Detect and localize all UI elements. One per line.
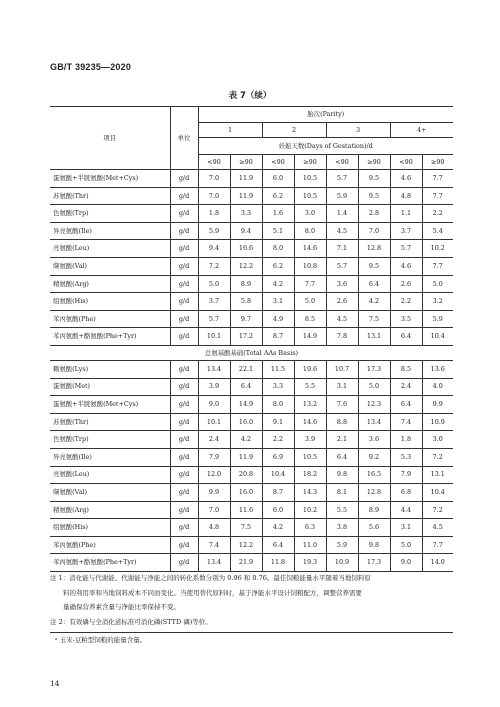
row-unit: g/d [170,413,198,431]
table-row [50,413,453,431]
value-cell: 9.2 [358,448,390,466]
row-item-label: 赖氨酸(Lys) [50,360,170,378]
table-row [50,448,453,466]
value-cell: 6.4 [230,378,262,396]
value-cell: 1.6 [262,205,294,223]
value-cell: 16.0 [230,413,262,431]
value-cell: 2.2 [422,205,453,223]
value-cell: 6.4 [358,275,390,293]
value-cell: 13.4 [358,413,390,431]
value-cell: 7.7 [422,536,453,554]
value-cell: 16.5 [358,466,390,484]
table-row [50,554,453,572]
value-cell: 7.9 [198,448,230,466]
value-cell: 7.0 [358,222,390,240]
value-cell: 13.1 [422,466,453,484]
value-cell: 10.4 [422,484,453,502]
row-unit: g/d [170,501,198,519]
row-unit: g/d [170,222,198,240]
table-row [50,275,453,293]
value-cell: 11.8 [262,554,294,572]
value-cell: 9.5 [358,257,390,275]
value-cell: 7.7 [422,257,453,275]
value-cell: 10.1 [198,413,230,431]
note-2: 注 2：有效磷与全消化道标准可消化磷(STTD 磷)等价。 [50,617,212,626]
value-cell: 3.8 [326,519,358,537]
value-cell: 3.9 [198,378,230,396]
value-cell: 14.0 [422,554,453,572]
row-unit: g/d [170,431,198,449]
standard-code: GB/T 39235—2020 [50,62,132,72]
value-cell: 8.5 [294,310,326,328]
row-unit: g/d [170,187,198,205]
value-cell: 10.5 [294,187,326,205]
value-cell: 4.8 [198,519,230,537]
header-gestation-lt90: <90 [262,155,294,170]
value-cell: 6.0 [262,170,294,188]
value-cell: 12.8 [358,240,390,258]
value-cell: 9.4 [198,240,230,258]
value-cell: 5.7 [198,310,230,328]
value-cell: 3.3 [262,378,294,396]
value-cell: 3.1 [262,293,294,311]
value-cell: 3.1 [390,519,422,537]
value-cell: 7.4 [198,536,230,554]
value-cell: 10.1 [198,328,230,346]
value-cell: 6.3 [294,519,326,537]
value-cell: 9.8 [358,536,390,554]
value-cell: 6.0 [262,501,294,519]
value-cell: 7.2 [198,257,230,275]
table-row [50,466,453,484]
value-cell: 12.8 [358,484,390,502]
row-item-label: 亮氨酸(Leu) [50,466,170,484]
value-cell: 6.2 [262,187,294,205]
value-cell: 6.4 [326,448,358,466]
table-title: 表 7（续） [228,91,272,101]
value-cell: 7.2 [422,448,453,466]
row-item-label: 亮氨酸(Leu) [50,240,170,258]
value-cell: 7.0 [198,170,230,188]
table-row [50,170,453,188]
value-cell: 11.5 [262,360,294,378]
row-unit: g/d [170,536,198,554]
value-cell: 7.8 [326,328,358,346]
table-row [50,205,453,223]
value-cell: 7.4 [390,413,422,431]
row-unit: g/d [170,293,198,311]
table-row [50,257,453,275]
value-cell: 3.5 [390,310,422,328]
table-row [50,484,453,502]
value-cell: 4.6 [390,170,422,188]
row-unit: g/d [170,396,198,414]
value-cell: 22.1 [230,360,262,378]
row-item-label: 缬氨酸(Val) [50,257,170,275]
value-cell: 3.1 [326,378,358,396]
row-item-label: 组氨酸(His) [50,519,170,537]
value-cell: 1.4 [326,205,358,223]
value-cell: 3.7 [390,222,422,240]
table-row [50,328,453,346]
value-cell: 11.6 [230,501,262,519]
value-cell: 3.9 [294,431,326,449]
value-cell: 17.3 [358,554,390,572]
row-item-label: 组氨酸(His) [50,293,170,311]
value-cell: 9.9 [422,396,453,414]
header-parity: 胎次(Parity) [198,107,453,123]
value-cell: 7.5 [230,519,262,537]
value-cell: 8.8 [326,413,358,431]
nutrient-table [50,106,453,572]
value-cell: 9.1 [262,413,294,431]
value-cell: 5.9 [198,222,230,240]
value-cell: 4.8 [390,187,422,205]
table-row [50,431,453,449]
value-cell: 2.6 [326,293,358,311]
row-item-label: 苏氨酸(Thr) [50,187,170,205]
value-cell: 19.3 [294,554,326,572]
value-cell: 5.6 [358,519,390,537]
value-cell: 2.1 [326,431,358,449]
row-item-label: 精氨酸(Arg) [50,501,170,519]
value-cell: 16.0 [230,484,262,502]
value-cell: 4.4 [390,501,422,519]
table-row [50,222,453,240]
value-cell: 5.9 [326,187,358,205]
value-cell: 19.6 [294,360,326,378]
value-cell: 3.7 [198,293,230,311]
header-item: 项目 [50,107,170,170]
value-cell: 9.4 [230,222,262,240]
value-cell: 2.2 [262,431,294,449]
footnote-divider [50,632,453,633]
value-cell: 17.3 [358,360,390,378]
table-notes [50,571,453,629]
row-item-label: 苏氨酸(Thr) [50,413,170,431]
header-gestation-lt90: <90 [198,155,230,170]
value-cell: 9.5 [358,170,390,188]
value-cell: 12.2 [230,536,262,554]
value-cell: 5.7 [390,240,422,258]
value-cell: 9.7 [230,310,262,328]
table-row [50,536,453,554]
value-cell: 1.8 [198,205,230,223]
value-cell: 4.0 [422,378,453,396]
value-cell: 7.1 [326,240,358,258]
value-cell: 6.4 [390,396,422,414]
value-cell: 12.0 [198,466,230,484]
row-unit: g/d [170,275,198,293]
value-cell: 7.2 [422,501,453,519]
value-cell: 6.8 [390,484,422,502]
value-cell: 2.6 [390,275,422,293]
value-cell: 9.0 [198,396,230,414]
value-cell: 10.4 [422,328,453,346]
value-cell: 10.8 [294,257,326,275]
value-cell: 2.4 [198,431,230,449]
row-unit: g/d [170,554,198,572]
value-cell: 8.0 [294,222,326,240]
value-cell: 4.5 [326,222,358,240]
value-cell: 10.5 [294,170,326,188]
row-item-label: 蛋氨酸(Met) [50,378,170,396]
value-cell: 6.2 [262,257,294,275]
row-unit: g/d [170,205,198,223]
value-cell: 4.5 [422,519,453,537]
value-cell: 11.9 [230,448,262,466]
value-cell: 4.2 [262,519,294,537]
header-gestation: 妊娠天数(Days of Gestation)/d [198,138,453,155]
row-item-label: 异亮氨酸(Ile) [50,448,170,466]
value-cell: 13.4 [198,554,230,572]
value-cell: 8.1 [326,484,358,502]
value-cell: 10.5 [294,448,326,466]
value-cell: 12.2 [230,257,262,275]
value-cell: 8.5 [390,360,422,378]
value-cell: 14.3 [294,484,326,502]
row-item-label: 精氨酸(Arg) [50,275,170,293]
value-cell: 9.8 [326,466,358,484]
value-cell: 5.3 [390,448,422,466]
value-cell: 5.5 [294,378,326,396]
value-cell: 8.0 [262,240,294,258]
row-unit: g/d [170,310,198,328]
row-item-label: 色氨酸(Trp) [50,205,170,223]
value-cell: 14.6 [294,413,326,431]
table-row [50,310,453,328]
value-cell: 9.9 [198,484,230,502]
value-cell: 11.9 [230,187,262,205]
header-parity-4plus: 4+ [390,123,453,138]
row-unit: g/d [170,378,198,396]
value-cell: 14.6 [294,240,326,258]
value-cell: 7.9 [390,466,422,484]
table-row [50,360,453,378]
row-unit: g/d [170,257,198,275]
header-parity-2: 2 [262,123,326,138]
header-gestation-ge90: ≥90 [294,155,326,170]
value-cell: 14.9 [294,328,326,346]
value-cell: 13.1 [358,328,390,346]
value-cell: 6.4 [262,536,294,554]
value-cell: 10.7 [326,360,358,378]
row-unit: g/d [170,360,198,378]
value-cell: 20.8 [230,466,262,484]
table-row [50,519,453,537]
table-row [50,187,453,205]
value-cell: 5.0 [390,536,422,554]
value-cell: 6.9 [262,448,294,466]
row-item-label: 异亮氨酸(Ile) [50,222,170,240]
value-cell: 7.7 [294,275,326,293]
footnote: ᵃ 玉米-豆粕型饲粮的能量含量。 [55,636,147,644]
value-cell: 4.6 [390,257,422,275]
row-unit: g/d [170,240,198,258]
value-cell: 8.7 [262,328,294,346]
row-item-label: 蛋氨酸+半胱氨酸(Met+Cys) [50,396,170,414]
value-cell: 5.7 [326,257,358,275]
value-cell: 10.2 [294,501,326,519]
value-cell: 3.0 [294,205,326,223]
value-cell: 10.9 [326,554,358,572]
value-cell: 14.9 [230,396,262,414]
value-cell: 8.9 [358,501,390,519]
value-cell: 5.1 [262,222,294,240]
value-cell: 5.4 [422,222,453,240]
value-cell: 10.4 [262,466,294,484]
value-cell: 12.3 [358,396,390,414]
row-item-label: 色氨酸(Trp) [50,431,170,449]
value-cell: 5.9 [422,310,453,328]
value-cell: 5.0 [422,275,453,293]
row-item-label: 苯丙氨酸(Phe) [50,310,170,328]
row-unit: g/d [170,170,198,188]
row-item-label: 苯丙氨酸+酪氨酸(Phe+Tyr) [50,554,170,572]
note-1-line-1: 注 1：消化能与代谢能、代谢能与净能之间的转化系数分别为 0.96 和 0.76。最佳饲粮能量水平随着当地饲料原 [50,574,371,582]
row-unit: g/d [170,448,198,466]
value-cell: 3.2 [422,293,453,311]
header-gestation-lt90: <90 [390,155,422,170]
row-item-label: 蛋氨酸+半胱氨酸(Met+Cys) [50,170,170,188]
value-cell: 11.9 [230,170,262,188]
table-row [50,396,453,414]
header-gestation-ge90: ≥90 [422,155,453,170]
value-cell: 4.5 [326,310,358,328]
row-unit: g/d [170,328,198,346]
value-cell: 5.8 [230,293,262,311]
value-cell: 3.3 [230,205,262,223]
header-unit: 单位 [170,107,198,170]
header-parity-1: 1 [198,123,262,138]
value-cell: 5.9 [326,536,358,554]
value-cell: 13.4 [198,360,230,378]
header-gestation-ge90: ≥90 [358,155,390,170]
value-cell: 9.0 [390,554,422,572]
value-cell: 7.6 [326,396,358,414]
header-gestation-lt90: <90 [326,155,358,170]
row-unit: g/d [170,466,198,484]
value-cell: 5.0 [358,378,390,396]
value-cell: 3.6 [326,275,358,293]
value-cell: 4.2 [262,275,294,293]
value-cell: 17.2 [230,328,262,346]
row-unit: g/d [170,484,198,502]
value-cell: 2.4 [390,378,422,396]
table-row [50,293,453,311]
value-cell: 5.0 [294,293,326,311]
value-cell: 5.0 [198,275,230,293]
value-cell: 7.7 [422,170,453,188]
row-item-label: 苯丙氨酸(Phe) [50,536,170,554]
value-cell: 21.9 [230,554,262,572]
value-cell: 8.0 [262,396,294,414]
value-cell: 4.2 [230,431,262,449]
value-cell: 11.0 [294,536,326,554]
value-cell: 7.7 [422,187,453,205]
value-cell: 3.0 [422,431,453,449]
value-cell: 13.6 [422,360,453,378]
value-cell: 13.2 [294,396,326,414]
value-cell: 4.9 [262,310,294,328]
value-cell: 1.8 [390,431,422,449]
value-cell: 1.1 [390,205,422,223]
value-cell: 7.5 [358,310,390,328]
value-cell: 2.2 [390,293,422,311]
value-cell: 6.4 [390,328,422,346]
header-parity-3: 3 [326,123,390,138]
value-cell: 9.5 [358,187,390,205]
header-gestation-ge90: ≥90 [230,155,262,170]
value-cell: 18.2 [294,466,326,484]
page-number: 14 [50,679,60,688]
value-cell: 3.6 [358,431,390,449]
row-item-label: 苯丙氨酸+酪氨酸(Phe+Tyr) [50,328,170,346]
table-row [50,378,453,396]
value-cell: 8.9 [230,275,262,293]
row-item-label: 缬氨酸(Val) [50,484,170,502]
value-cell: 7.0 [198,187,230,205]
value-cell: 10.9 [422,413,453,431]
table-row [50,501,453,519]
value-cell: 4.2 [358,293,390,311]
section-row [50,345,453,360]
value-cell: 16.6 [230,240,262,258]
section-title: 总氨基酸基础(Total AAs Basis) [50,345,453,360]
note-1-line-2: 料的利用率和当地饲料成本不同而变化。当使用替代原料时，基于净能水平设计饲粮配方，调整营养需要 [63,588,362,597]
value-cell: 8.7 [262,484,294,502]
table-row [50,240,453,258]
value-cell: 7.0 [198,501,230,519]
note-1-line-3: 量确保营养素含量与净能比率保持不变。 [63,603,180,611]
value-cell: 5.7 [326,170,358,188]
value-cell: 10.2 [422,240,453,258]
value-cell: 5.5 [326,501,358,519]
value-cell: 2.8 [358,205,390,223]
row-unit: g/d [170,519,198,537]
